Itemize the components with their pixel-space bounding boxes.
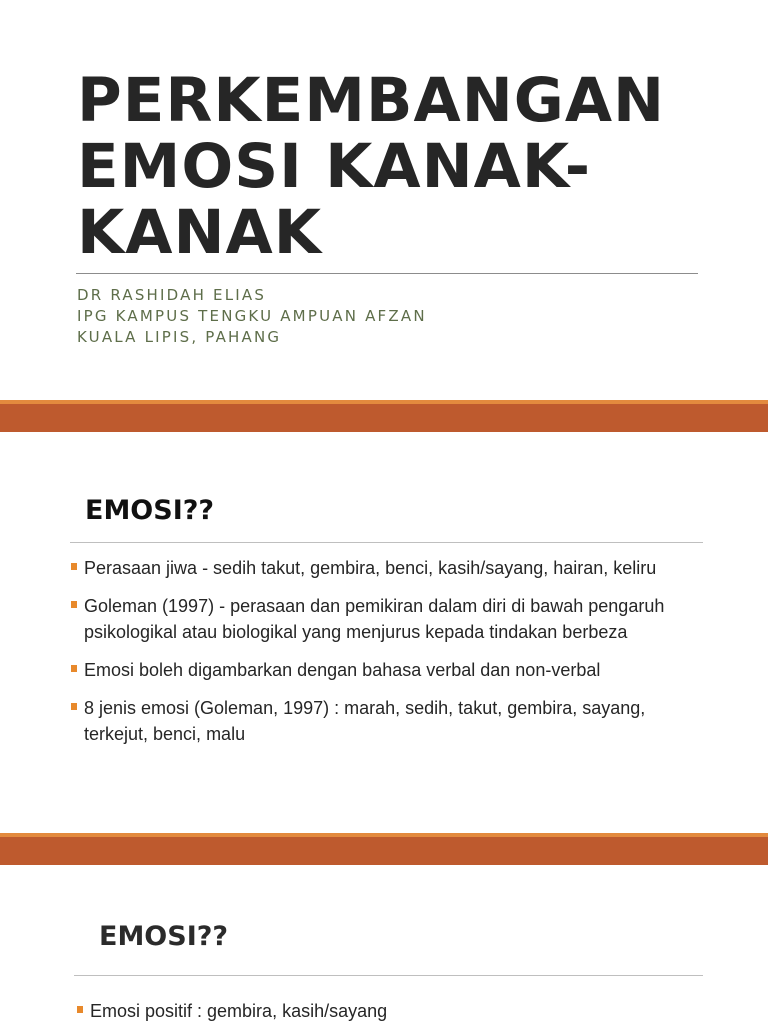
content-slide-emosi	[0, 432, 768, 833]
title-divider	[76, 273, 698, 274]
slide-title-line: PERKEMBANGAN	[77, 65, 666, 136]
slide-title-line: EMOSI KANAK-	[77, 131, 592, 202]
slide-title-line: KANAK	[77, 197, 323, 268]
bullet-item: 8 jenis emosi (Goleman, 1997) : marah, sedih, takut, gembira, sayang, terkejut, benci, malu	[70, 695, 690, 747]
slide-heading: EMOSI??	[99, 921, 229, 952]
bullet-list	[76, 998, 696, 1024]
bullet-item: Emosi positif : gembira, kasih/sayang	[76, 998, 696, 1024]
author-name: DR RASHIDAH ELIAS	[77, 286, 267, 304]
slide-heading: EMOSI??	[85, 495, 215, 526]
slide-separator	[0, 400, 768, 432]
heading-divider	[70, 542, 703, 543]
title-slide	[0, 0, 768, 400]
slide-separator	[0, 833, 768, 865]
bullet-item: Goleman (1997) - perasaan dan pemikiran dalam diri di bawah pengaruh psikologikal atau biologikal yang menjurus kepada tindakan berbeza	[70, 593, 690, 645]
content-slide-emosi-2	[0, 865, 768, 1024]
bullet-list	[70, 555, 690, 759]
institution: IPG KAMPUS TENGKU AMPUAN AFZAN	[77, 307, 427, 325]
slide-title	[77, 65, 666, 268]
location: KUALA LIPIS, PAHANG	[77, 328, 282, 346]
heading-divider	[74, 975, 703, 976]
bullet-item: Emosi boleh digambarkan dengan bahasa verbal dan non-verbal	[70, 657, 690, 683]
slide-subtitle	[77, 285, 427, 348]
bullet-item: Perasaan jiwa - sedih takut, gembira, benci, kasih/sayang, hairan, keliru	[70, 555, 690, 581]
